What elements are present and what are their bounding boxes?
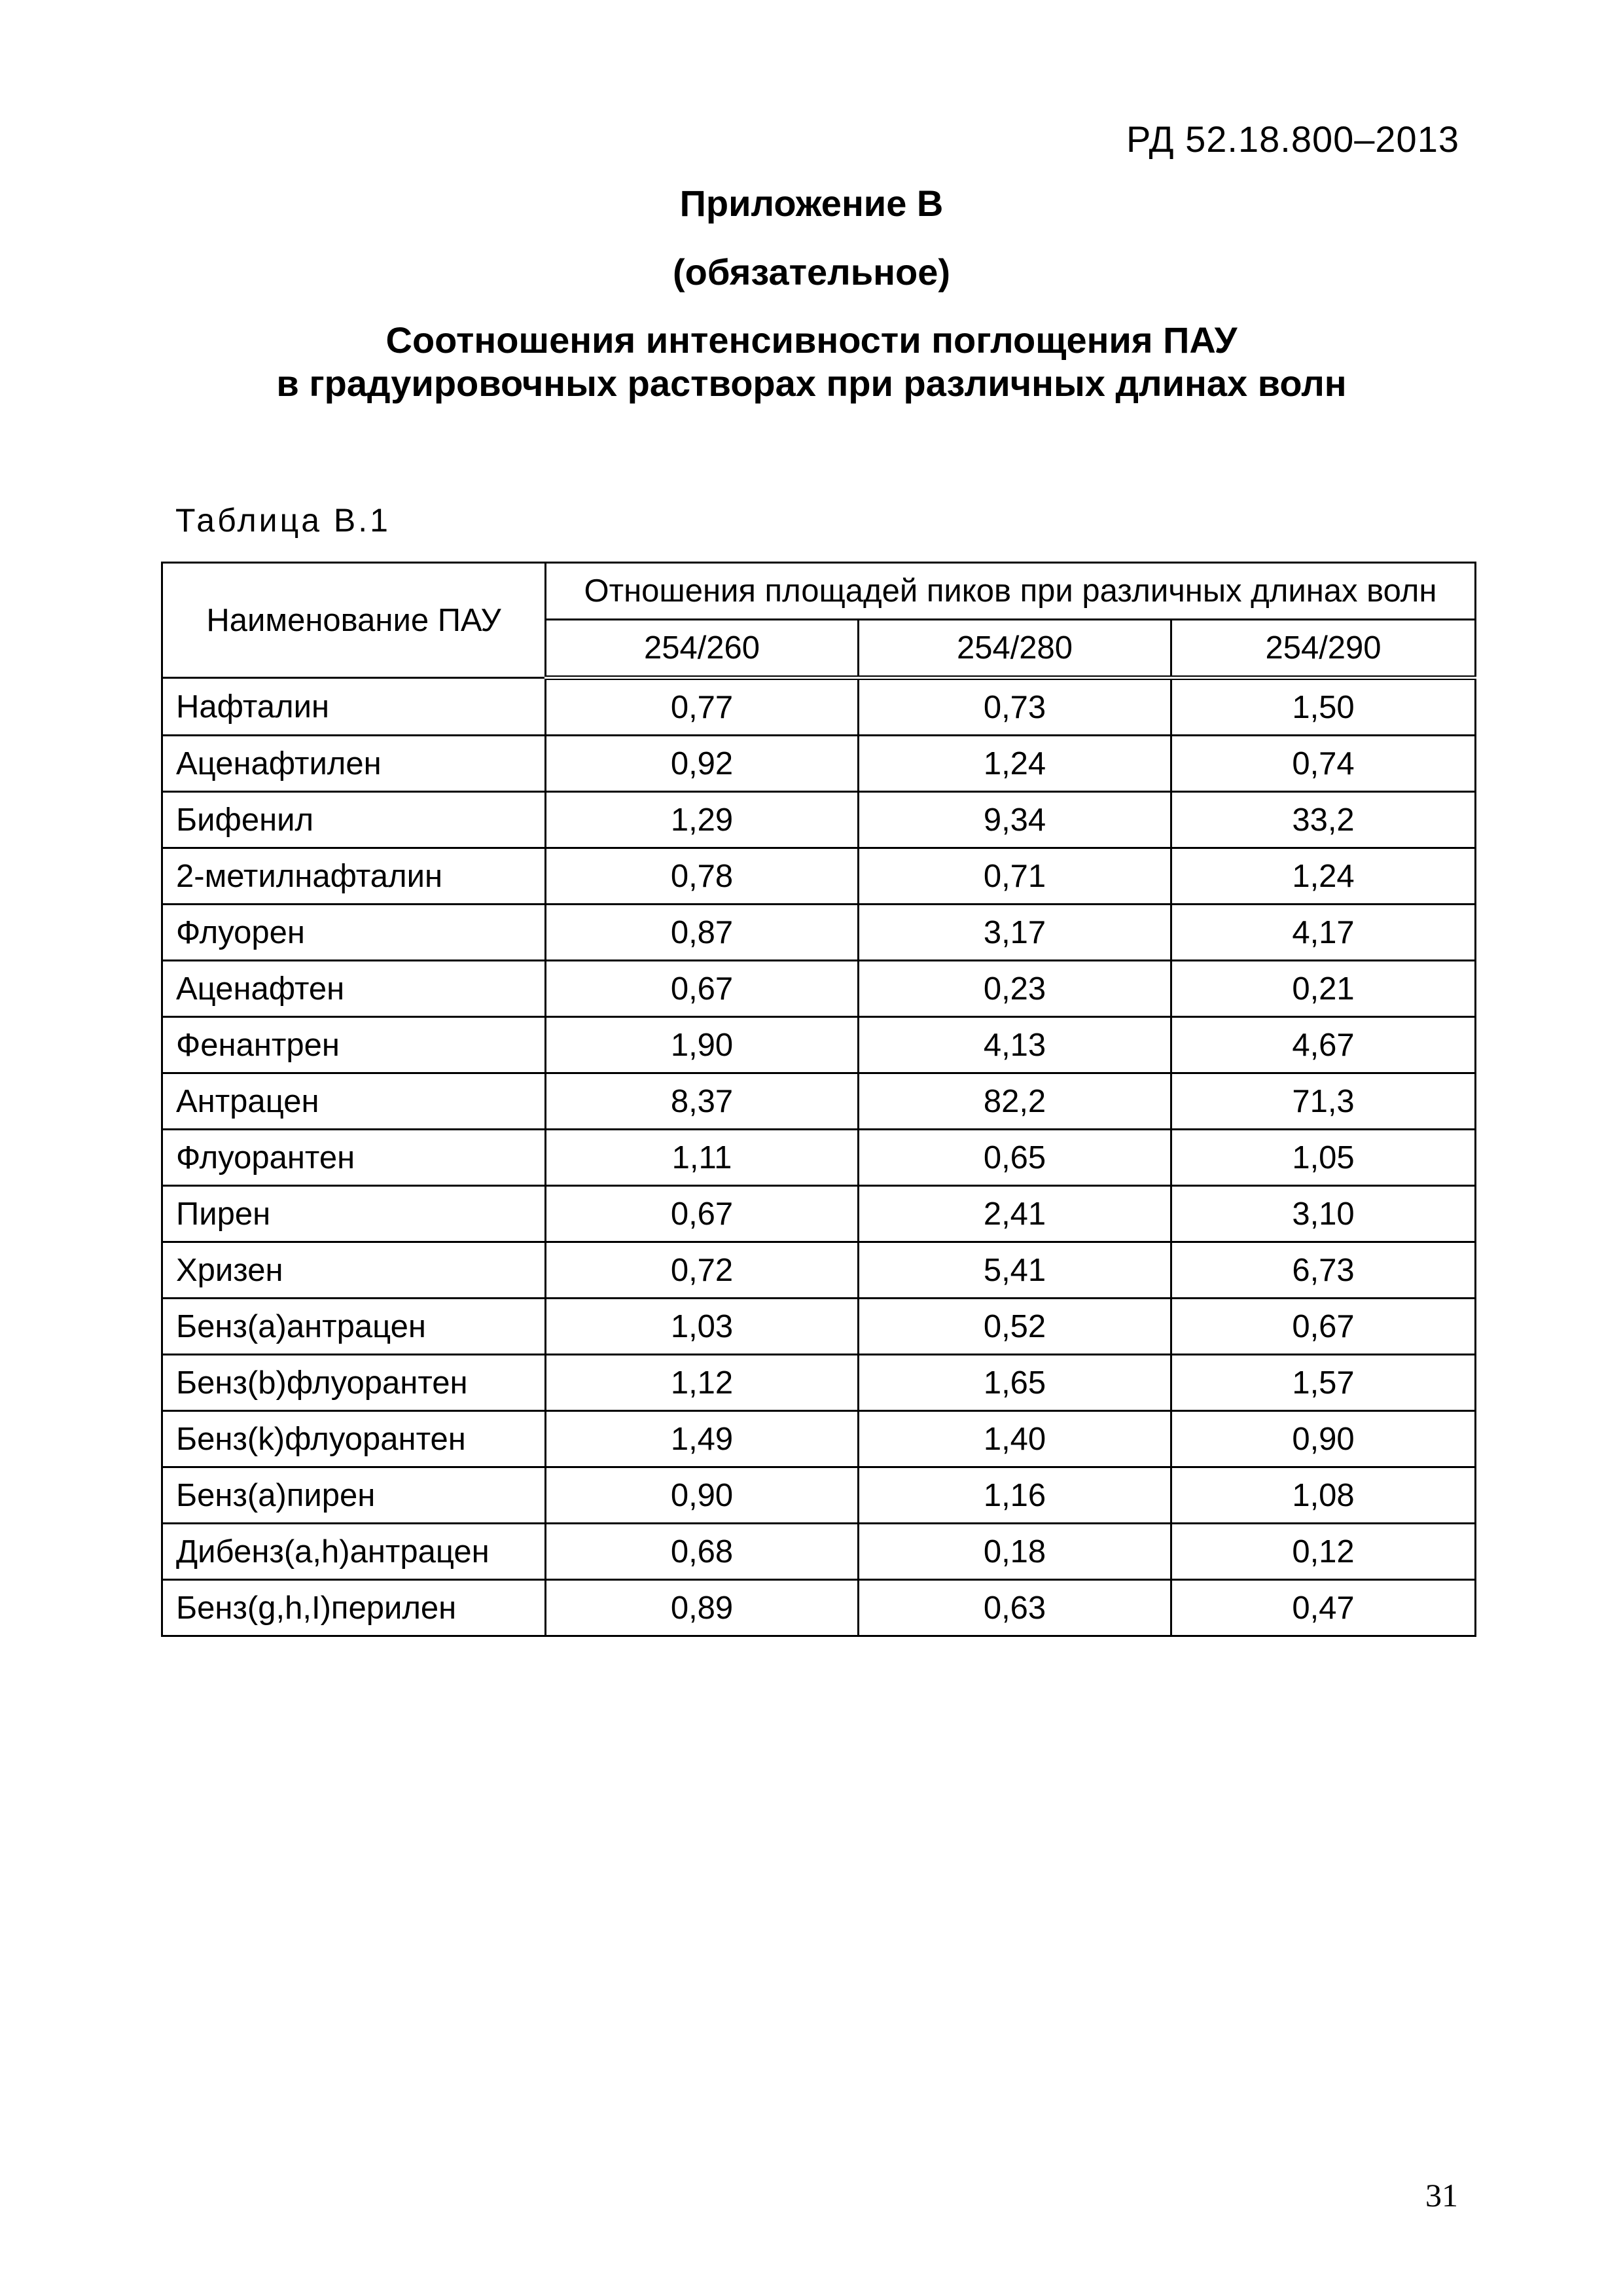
ratio-value-cell: 0,72 <box>546 1242 859 1299</box>
header-ratio-254-290: 254/290 <box>1171 620 1476 678</box>
ratio-value-cell: 71,3 <box>1171 1073 1476 1130</box>
table-row <box>162 678 1476 736</box>
ratio-value-cell: 82,2 <box>859 1073 1171 1130</box>
header-ratio-group: Отношения площадей пиков при различных длинах волн <box>546 563 1476 620</box>
compound-name-cell: Бенз(а)пирен <box>162 1467 546 1524</box>
ratio-value-cell: 0,90 <box>546 1467 859 1524</box>
compound-name-cell: Пирен <box>162 1186 546 1242</box>
compound-name-cell: Бенз(а)антрацен <box>162 1299 546 1355</box>
ratio-value-cell: 1,16 <box>859 1467 1171 1524</box>
compound-name-cell: Бифенил <box>162 792 546 848</box>
compound-name-cell: 2-метилнафталин <box>162 848 546 905</box>
table-row <box>162 905 1476 961</box>
ratio-value-cell: 0,18 <box>859 1524 1171 1580</box>
ratio-value-cell: 0,89 <box>546 1580 859 1636</box>
ratio-value-cell: 0,74 <box>1171 736 1476 792</box>
table-header <box>162 563 1476 678</box>
ratio-value-cell: 4,13 <box>859 1017 1171 1073</box>
ratio-value-cell: 1,24 <box>1171 848 1476 905</box>
ratio-value-cell: 1,12 <box>546 1355 859 1411</box>
ratio-value-cell: 8,37 <box>546 1073 859 1130</box>
ratio-value-cell: 0,12 <box>1171 1524 1476 1580</box>
ratio-value-cell: 6,73 <box>1171 1242 1476 1299</box>
ratio-value-cell: 1,50 <box>1171 678 1476 736</box>
table-body <box>162 678 1476 1636</box>
header-ratio-254-260: 254/260 <box>546 620 859 678</box>
ratio-value-cell: 1,29 <box>546 792 859 848</box>
ratio-value-cell: 1,03 <box>546 1299 859 1355</box>
table-row <box>162 1242 1476 1299</box>
compound-name-cell: Аценафтилен <box>162 736 546 792</box>
ratio-value-cell: 1,57 <box>1171 1355 1476 1411</box>
appendix-title-line-2: в градуировочных растворах при различных длинах волн <box>276 363 1347 404</box>
appendix-status: (обязательное) <box>672 251 951 293</box>
ratio-value-cell: 0,65 <box>859 1130 1171 1186</box>
ratio-value-cell: 0,63 <box>859 1580 1171 1636</box>
ratio-value-cell: 0,67 <box>546 961 859 1017</box>
ratio-value-cell: 2,41 <box>859 1186 1171 1242</box>
table-row <box>162 848 1476 905</box>
table-row <box>162 1355 1476 1411</box>
table-row <box>162 1411 1476 1467</box>
ratio-value-cell: 0,21 <box>1171 961 1476 1017</box>
header-row-top <box>162 563 1476 620</box>
ratio-value-cell: 1,49 <box>546 1411 859 1467</box>
ratio-value-cell: 1,90 <box>546 1017 859 1073</box>
compound-name-cell: Аценафтен <box>162 961 546 1017</box>
peak-ratio-table <box>161 562 1476 1637</box>
ratio-value-cell: 4,17 <box>1171 905 1476 961</box>
ratio-value-cell: 4,67 <box>1171 1017 1476 1073</box>
ratio-value-cell: 1,08 <box>1171 1467 1476 1524</box>
table-row <box>162 1130 1476 1186</box>
compound-name-cell: Бенз(b)флуорантен <box>162 1355 546 1411</box>
ratio-value-cell: 9,34 <box>859 792 1171 848</box>
ratio-value-cell: 0,68 <box>546 1524 859 1580</box>
ratio-value-cell: 0,87 <box>546 905 859 961</box>
ratio-value-cell: 1,11 <box>546 1130 859 1186</box>
ratio-value-cell: 0,47 <box>1171 1580 1476 1636</box>
table-row <box>162 1073 1476 1130</box>
appendix-heading: Приложение В <box>679 183 944 224</box>
table-row <box>162 1299 1476 1355</box>
table-row <box>162 961 1476 1017</box>
ratio-value-cell: 0,23 <box>859 961 1171 1017</box>
table-row <box>162 792 1476 848</box>
compound-name-cell: Антрацен <box>162 1073 546 1130</box>
compound-name-cell: Нафталин <box>162 678 546 736</box>
header-name-column: Наименование ПАУ <box>162 563 546 678</box>
table-row <box>162 1467 1476 1524</box>
ratio-value-cell: 1,65 <box>859 1355 1171 1411</box>
ratio-value-cell: 0,77 <box>546 678 859 736</box>
table-row <box>162 1017 1476 1073</box>
ratio-value-cell: 33,2 <box>1171 792 1476 848</box>
ratio-value-cell: 1,05 <box>1171 1130 1476 1186</box>
ratio-value-cell: 1,40 <box>859 1411 1171 1467</box>
ratio-value-cell: 1,24 <box>859 736 1171 792</box>
ratio-value-cell: 0,90 <box>1171 1411 1476 1467</box>
ratio-value-cell: 5,41 <box>859 1242 1171 1299</box>
ratio-value-cell: 0,73 <box>859 678 1171 736</box>
appendix-title-line-1: Соотношения интенсивности поглощения ПАУ <box>385 319 1238 361</box>
compound-name-cell: Бенз(g,h,I)перилен <box>162 1580 546 1636</box>
ratio-value-cell: 3,10 <box>1171 1186 1476 1242</box>
compound-name-cell: Дибенз(a,h)антрацен <box>162 1524 546 1580</box>
ratio-value-cell: 0,67 <box>1171 1299 1476 1355</box>
ratio-value-cell: 0,52 <box>859 1299 1171 1355</box>
compound-name-cell: Флуорантен <box>162 1130 546 1186</box>
ratio-value-cell: 0,67 <box>546 1186 859 1242</box>
compound-name-cell: Флуорен <box>162 905 546 961</box>
compound-name-cell: Хризен <box>162 1242 546 1299</box>
page-number: 31 <box>1425 2177 1458 2214</box>
compound-name-cell: Бенз(k)флуорантен <box>162 1411 546 1467</box>
ratio-value-cell: 0,71 <box>859 848 1171 905</box>
table-row <box>162 1524 1476 1580</box>
table-row <box>162 1186 1476 1242</box>
header-ratio-254-280: 254/280 <box>859 620 1171 678</box>
table-row <box>162 1580 1476 1636</box>
compound-name-cell: Фенантрен <box>162 1017 546 1073</box>
ratio-value-cell: 3,17 <box>859 905 1171 961</box>
ratio-value-cell: 0,92 <box>546 736 859 792</box>
table-caption: Таблица В.1 <box>175 502 391 539</box>
document-code: РД 52.18.800–2013 <box>1126 118 1459 160</box>
table-row <box>162 736 1476 792</box>
ratio-value-cell: 0,78 <box>546 848 859 905</box>
